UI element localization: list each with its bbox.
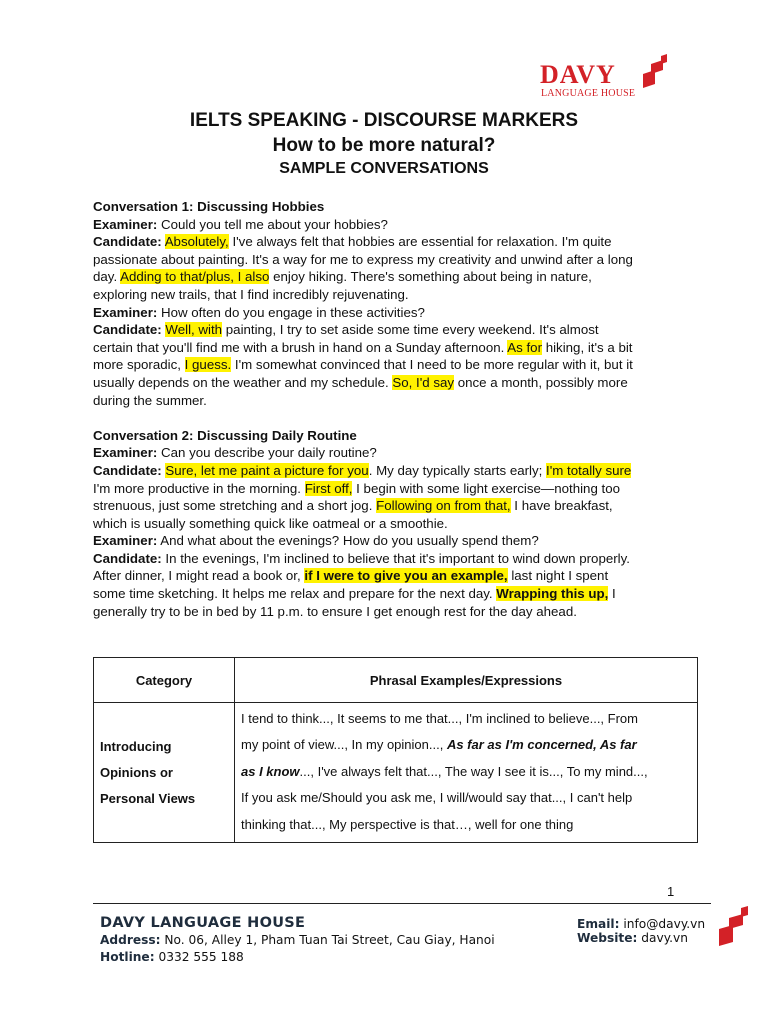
text-run: painting, I try to set aside some time every weekend. It's almost [222, 322, 599, 338]
text-run: passionate about painting. It's a way for me to express my creativity and unwind after a long [93, 251, 633, 267]
highlighted-marker: if I were to give you an example, [304, 568, 508, 584]
discourse-markers-table [93, 657, 698, 843]
example-line [241, 706, 691, 732]
brand-logo [540, 54, 690, 104]
text-run: thinking that..., My perspective is that…, well for one thing [241, 816, 574, 832]
conversation-line [93, 251, 683, 269]
text-run: After dinner, I might read a book or, [93, 568, 305, 584]
text-run: And what about the evenings? How do you usually spend them? [157, 533, 539, 549]
text-run: I tend to think..., It seems to me that..., I'm inclined to believe..., From [241, 711, 638, 726]
bold-text: Examiner: [93, 533, 158, 549]
text-run: day. [93, 269, 121, 285]
conversation-line [93, 603, 683, 621]
text-run: I have breakfast, [510, 498, 613, 514]
text-run: some time sketching. It helps me relax and prepare for the next day. [93, 586, 497, 602]
website-link[interactable]: davy.vn [637, 931, 688, 945]
text-run: more sporadic, [93, 357, 185, 373]
category-cell [94, 703, 235, 843]
text-run: my point of view..., In my opinion..., [241, 737, 447, 753]
text-run: hiking, it's a bit [542, 339, 633, 355]
conversation-line [93, 550, 683, 568]
bold-text: As far as I'm concerned, As far [446, 737, 637, 753]
footer-contact [100, 915, 495, 966]
conversation-line [93, 286, 683, 304]
document-title: IELTS SPEAKING - DISCOURSE MARKERS [189, 110, 579, 131]
highlighted-marker: I guess. [184, 357, 232, 373]
document-subtitle: How to be more natural? [272, 135, 496, 156]
highlighted-marker: Sure, let me paint a picture for you [165, 462, 369, 478]
text-run: Could you tell me about your hobbies? [157, 216, 388, 232]
conversation-line [93, 321, 683, 339]
text-run: Can you describe your daily routine? [157, 445, 377, 461]
section-heading: SAMPLE CONVERSATIONS [279, 160, 489, 177]
examples-cell [235, 703, 698, 843]
conversation-line [93, 480, 683, 498]
text-run: during the summer. [93, 392, 207, 408]
conversation-line [93, 392, 683, 410]
conversation-line [93, 216, 683, 234]
conversation-line [93, 339, 683, 357]
website-label: Website: [577, 931, 638, 945]
conversation-line [93, 532, 683, 550]
bold-text: Candidate: [93, 234, 162, 250]
category-line: Opinions or [100, 764, 173, 780]
category-line: Personal Views [100, 790, 196, 806]
category-line: Introducing [100, 738, 172, 754]
text-run: which is usually something quick like oatmeal or a smoothie. [93, 515, 448, 531]
conversation-line [93, 304, 683, 322]
table-row [94, 703, 698, 843]
highlighted-marker: Adding to that/plus, I also [120, 269, 270, 285]
footer-address [100, 932, 495, 949]
conversation-heading [93, 427, 683, 445]
bold-text: Candidate: [93, 462, 162, 478]
text-run: certain that you'll find me with a brush in hand on a Sunday afternoon. [93, 339, 508, 355]
highlighted-marker: Wrapping this up, [496, 586, 609, 602]
example-line [241, 812, 691, 838]
highlighted-marker: Absolutely, [164, 234, 229, 250]
email-label: Email: [577, 917, 620, 931]
text-run: exploring new trails, that I find incredibly rejuvenating. [93, 286, 409, 302]
footer-divider [93, 903, 711, 904]
footer-logo-mark-icon [717, 906, 757, 946]
address-value: No. 06, Alley 1, Pham Tuan Tai Street, Cau Giay, Hanoi [160, 933, 495, 947]
highlighted-marker: Following on from that, [376, 498, 511, 514]
example-line [241, 759, 691, 785]
conversation-heading [93, 198, 683, 216]
footer-online [577, 915, 705, 947]
text-run: In the evenings, I'm inclined to believe that it's important to wind down properly. [161, 550, 630, 566]
bold-text: Conversation 1: Discussing Hobbies [93, 199, 325, 214]
conversation-line [93, 567, 683, 585]
email-link[interactable]: info@davy.vn [619, 917, 706, 931]
bold-text: Candidate: [93, 322, 162, 338]
text-run: last night I spent [507, 568, 609, 584]
highlighted-marker: So, I'd say [392, 374, 455, 390]
footer-company-name: DAVY LANGUAGE HOUSE [100, 915, 306, 931]
table-header-row [94, 658, 698, 703]
conversation-line [93, 356, 683, 374]
text-run: I begin with some light exercise—nothing too [352, 480, 621, 496]
conversation-line [93, 462, 683, 480]
conversation-line [93, 497, 683, 515]
text-run: enjoy hiking. There's something about being in nature, [269, 269, 592, 285]
text-run: usually depends on the weather and my schedule. [93, 374, 393, 390]
conversation-line [93, 233, 683, 251]
hotline-value: 0332 555 188 [154, 950, 244, 964]
text-run: I'm somewhat convinced that I need to be more regular with it, but it [231, 357, 633, 373]
conversation-line [93, 268, 683, 286]
table-header-examples: Phrasal Examples/Expressions [235, 658, 698, 703]
bold-text: Candidate: [93, 550, 162, 566]
highlighted-marker: I'm totally sure [546, 462, 632, 478]
text-run: generally try to be in bed by 11 p.m. to ensure I get enough rest for the day ahead. [93, 603, 577, 619]
address-label: Address: [100, 933, 161, 947]
logo-wordmark: DAVY [540, 60, 616, 89]
example-line [241, 785, 691, 811]
footer-hotline [100, 949, 495, 966]
text-run: I've always felt that hobbies are essential for relaxation. I'm quite [228, 234, 612, 250]
example-line [241, 732, 691, 758]
conversation-line [93, 374, 683, 392]
bold-text: Examiner: [93, 216, 158, 232]
logo-mark-icon [641, 54, 675, 88]
highlighted-marker: First off, [304, 480, 353, 496]
text-run: ..., I've always felt that..., The way I see it is..., To my mind..., [299, 763, 648, 779]
bold-text: as I know [241, 763, 300, 779]
footer-website [577, 930, 705, 947]
conversation-line [93, 515, 683, 533]
text-run: strenuous, just some stretching and a short jog. [93, 498, 377, 514]
paragraph-gap [93, 409, 683, 427]
conversations-body [93, 198, 683, 620]
text-run: once a month, possibly more [454, 374, 628, 390]
bold-text: Examiner: [93, 304, 158, 320]
table-header-category: Category [94, 658, 235, 703]
highlighted-marker: As for [507, 339, 543, 355]
conversation-line [93, 585, 683, 603]
text-run: . My day typically starts early; [368, 462, 547, 478]
logo-subtitle: LANGUAGE HOUSE [541, 88, 636, 99]
text-run: If you ask me/Should you ask me, I will/would say that..., I can't help [241, 790, 633, 806]
text-run: I [608, 586, 616, 602]
hotline-label: Hotline: [100, 950, 155, 964]
text-run: I'm more productive in the morning. [93, 480, 305, 496]
text-run: How often do you engage in these activities? [157, 304, 425, 320]
conversation-line [93, 444, 683, 462]
highlighted-marker: Well, with [165, 322, 223, 338]
page-number: 1 [667, 884, 675, 899]
bold-text: Conversation 2: Discussing Daily Routine [93, 427, 357, 443]
bold-text: Examiner: [93, 445, 158, 461]
